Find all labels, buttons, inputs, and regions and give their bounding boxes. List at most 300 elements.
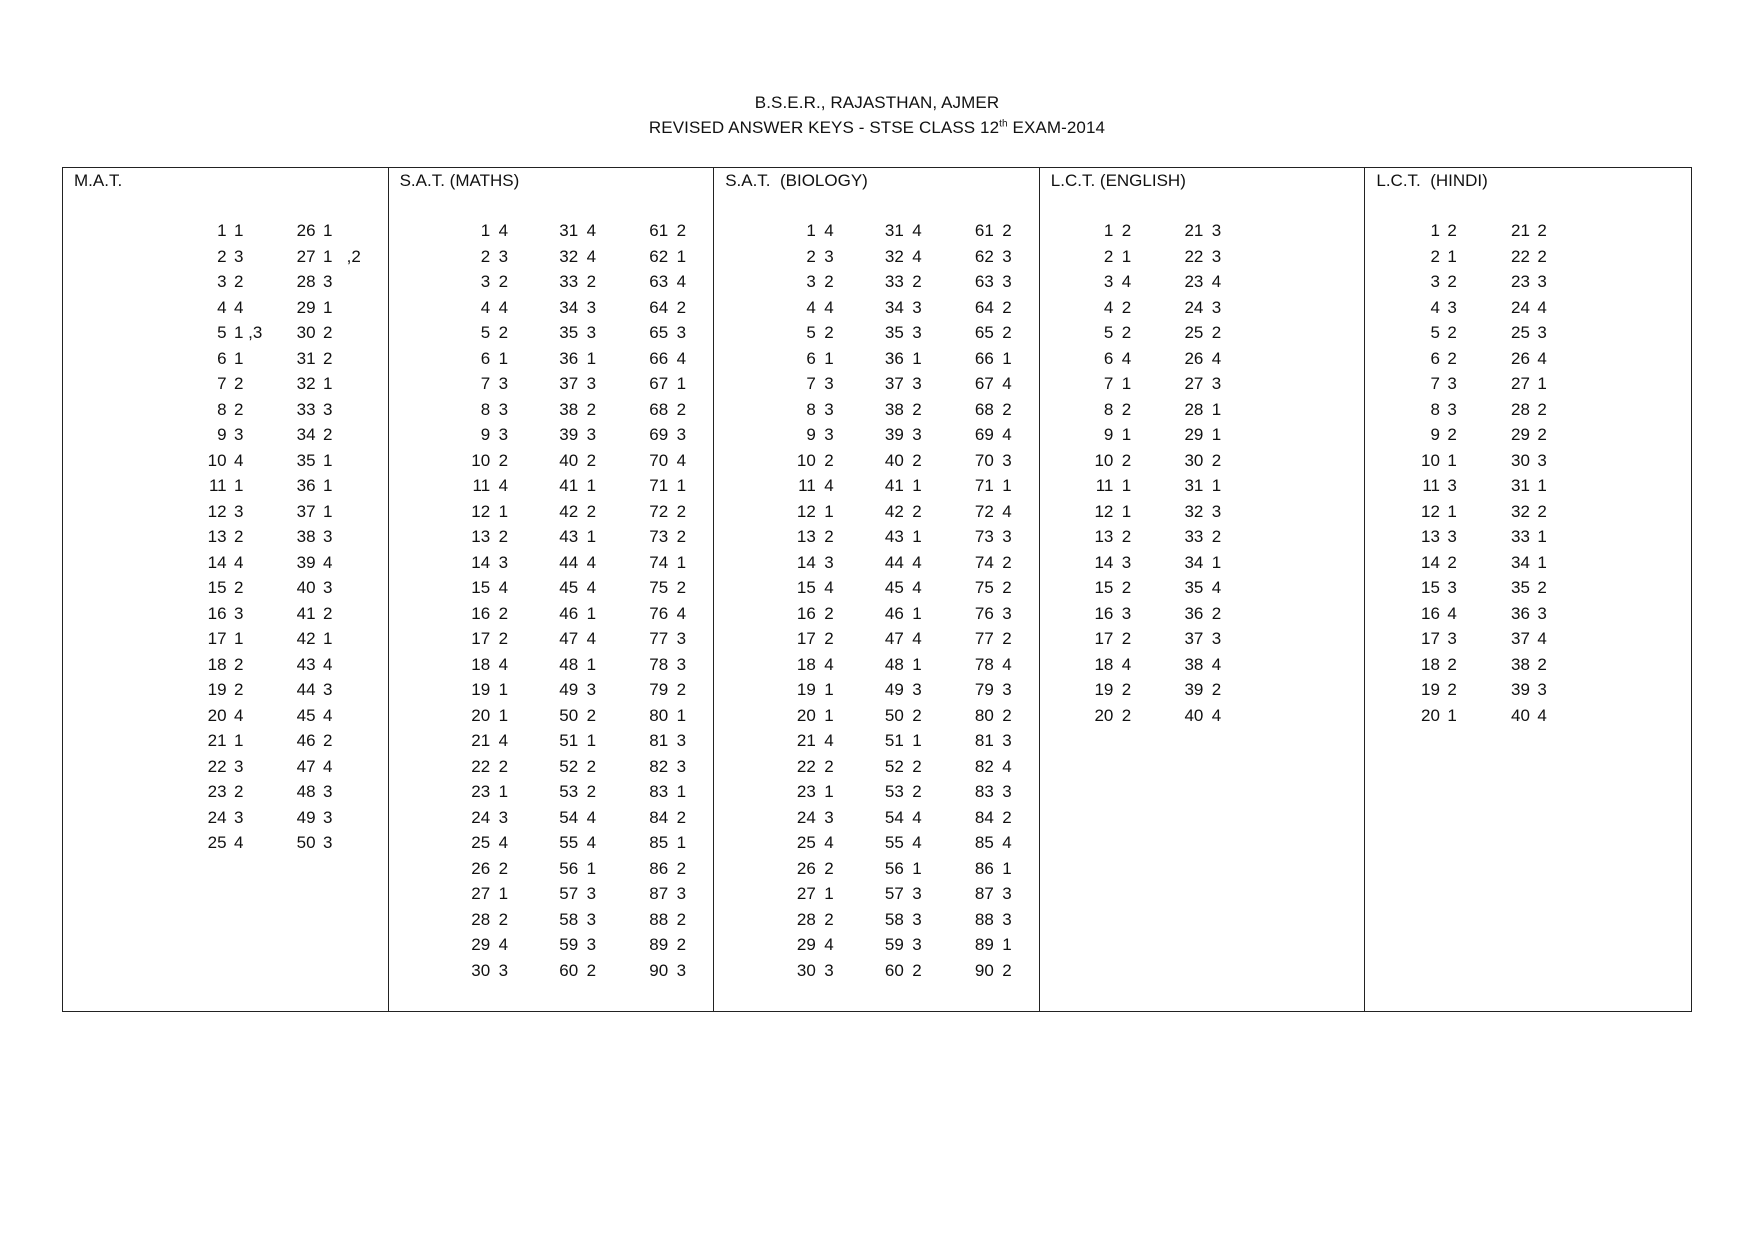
answer-option: 2 [586, 756, 597, 776]
answer-option: 3 [1211, 297, 1222, 317]
question-number: 17 [796, 629, 816, 648]
question-number: 20 [471, 705, 491, 725]
answer-option: 1 [676, 833, 687, 852]
answer-option: 3 [824, 807, 834, 827]
answer-option: 1 [1002, 935, 1012, 954]
answer-option: 3 [1447, 399, 1457, 419]
question-number: 87 [974, 884, 994, 903]
answer-option: 4 [586, 807, 597, 827]
question-number: 44 [559, 552, 579, 572]
answer-option: 2 [1002, 807, 1012, 827]
answer-option: 2 [586, 705, 597, 725]
question-number: 34 [1511, 552, 1530, 572]
answer-option: 2 [1002, 960, 1012, 980]
question-number: 9 [1430, 425, 1440, 444]
question-number: 5 [1103, 323, 1114, 342]
answer-row [1040, 371, 1365, 397]
question-number: 65 [974, 323, 994, 342]
question-number: 31 [296, 348, 316, 368]
answer-row [1365, 346, 1691, 372]
question-number: 10 [1094, 450, 1114, 470]
question-number: 42 [296, 629, 316, 648]
answer-row [1040, 703, 1365, 729]
answer-row [1365, 626, 1691, 652]
answer-option: 1 [498, 705, 509, 725]
answer-row [389, 881, 714, 907]
answer-option: 2 [586, 399, 597, 419]
answer-option: 4 [1002, 374, 1012, 393]
answer-option: 4 [1537, 705, 1547, 725]
answer-option: 2 [912, 960, 922, 980]
answer-option: 2 [1211, 527, 1222, 546]
answer-option: 1 [498, 680, 509, 699]
answer-option: 1 [676, 374, 687, 393]
question-number: 28 [296, 272, 316, 291]
question-number: 37 [1184, 629, 1204, 648]
question-number: 50 [884, 705, 904, 725]
question-number: 69 [974, 425, 994, 444]
answer-option: 3 [234, 501, 244, 521]
answer-option: 4 [1002, 756, 1012, 776]
answer-option: 4 [586, 552, 597, 572]
answer-row [714, 728, 1039, 754]
answer-option: 4 [1002, 425, 1012, 444]
answer-option: 1 [586, 731, 597, 750]
section-lct-english [1040, 168, 1366, 1011]
answer-option: 1 [1211, 552, 1222, 572]
answer-row [389, 575, 714, 601]
answer-option: 4 [1121, 654, 1132, 674]
question-number: 35 [559, 323, 579, 342]
question-number: 53 [559, 782, 579, 801]
question-number: 18 [796, 654, 816, 674]
answer-option: 1 [824, 501, 834, 521]
question-number: 85 [649, 833, 669, 852]
section-title: L.C.T. (ENGLISH) [1050, 171, 1186, 190]
question-number: 46 [296, 731, 316, 750]
question-number: 56 [884, 858, 904, 878]
question-number: 19 [796, 680, 816, 699]
question-number: 52 [884, 756, 904, 776]
question-number: 40 [559, 450, 579, 470]
question-number: 39 [1184, 680, 1204, 699]
question-number: 77 [649, 629, 669, 648]
answer-option: 2 [1121, 221, 1132, 240]
answer-option: 3 [824, 399, 834, 419]
question-number: 39 [1511, 680, 1530, 699]
answer-row [714, 779, 1039, 805]
question-number: 11 [798, 476, 816, 495]
answer-option: 2 [1121, 399, 1132, 419]
answer-option: 2 [1002, 552, 1012, 572]
answer-option: 4 [1447, 603, 1457, 623]
question-number: 9 [806, 425, 816, 444]
question-number: 86 [649, 858, 669, 878]
answer-row [1365, 652, 1691, 678]
question-number: 37 [296, 501, 316, 521]
question-number: 29 [471, 935, 491, 954]
answer-row [1365, 524, 1691, 550]
answer-option: 1 [323, 476, 333, 495]
answer-option: 3 [586, 297, 597, 317]
question-number: 7 [1103, 374, 1114, 393]
question-number: 57 [884, 884, 904, 903]
question-number: 49 [296, 807, 316, 827]
question-number: 30 [796, 960, 816, 980]
answer-row [389, 626, 714, 652]
question-number: 5 [1430, 323, 1440, 342]
question-number: 17 [1094, 629, 1114, 648]
answer-row [389, 652, 714, 678]
answer-option: 3 [1447, 527, 1457, 546]
answer-option: 4 [676, 272, 687, 291]
answer-row [389, 448, 714, 474]
answer-option: 4 [1211, 272, 1222, 291]
answer-option: 3 [323, 272, 333, 291]
answer-option: 4 [498, 578, 509, 597]
section-title: S.A.T. (MATHS) [399, 171, 520, 190]
question-number: 84 [649, 807, 669, 827]
question-number: 24 [207, 807, 227, 827]
question-number: 70 [649, 450, 669, 470]
answer-row [1365, 448, 1691, 474]
answer-option: 2 [824, 272, 834, 291]
answer-row [1365, 601, 1691, 627]
answer-columns [63, 218, 388, 1018]
answer-option: 3 [1002, 246, 1012, 266]
question-number: 79 [649, 680, 669, 699]
question-number: 37 [559, 374, 579, 393]
answer-option: 3 [1002, 272, 1012, 291]
answer-option: 3 [1002, 527, 1012, 546]
question-number: 10 [796, 450, 816, 470]
answer-option: 1 [234, 629, 244, 648]
answer-row [1040, 677, 1365, 703]
question-number: 67 [974, 374, 994, 393]
question-number: 38 [884, 399, 904, 419]
question-number: 55 [884, 833, 904, 852]
answer-row [714, 295, 1039, 321]
question-number: 30 [1184, 450, 1204, 470]
section-sat-biology [714, 168, 1040, 1011]
answer-option: 2 [824, 756, 834, 776]
answer-option: 3 [498, 374, 509, 393]
answer-row [1040, 550, 1365, 576]
answer-option: 1 [824, 884, 834, 903]
answer-option: 1 [912, 731, 922, 750]
question-number: 38 [559, 399, 579, 419]
question-number: 34 [559, 297, 579, 317]
answer-option: 3 [1121, 603, 1132, 623]
answer-row [389, 550, 714, 576]
answer-option: 1 [1447, 246, 1457, 266]
answer-option: 2 [1537, 578, 1547, 597]
answer-option: 3 [498, 960, 509, 980]
answer-option: 2 [234, 374, 244, 393]
answer-option: 4 [586, 833, 597, 852]
question-number: 23 [207, 782, 227, 801]
answer-option: 4 [912, 833, 922, 852]
answer-option: 2 [234, 399, 244, 419]
question-number: 58 [559, 909, 579, 929]
answer-option: 1 [912, 603, 922, 623]
question-number: 35 [1511, 578, 1530, 597]
answer-option: 2 [586, 501, 597, 521]
question-number: 36 [559, 348, 579, 368]
answer-option: 3 [1537, 272, 1547, 291]
question-number: 2 [1430, 246, 1440, 266]
answer-option: 2 [912, 399, 922, 419]
answer-option: 2 [824, 629, 834, 648]
question-number: 27 [471, 884, 491, 903]
question-number: 5 [480, 323, 491, 342]
answer-option: 1 [586, 858, 597, 878]
answer-option: 3 [498, 807, 509, 827]
answer-row [63, 677, 388, 703]
answer-option: 3 [586, 425, 597, 444]
answer-option: 2 [1211, 603, 1222, 623]
answer-option: 2 [1121, 527, 1132, 546]
question-number: 31 [884, 221, 904, 240]
question-number: 72 [649, 501, 669, 521]
question-number: 1 [217, 221, 227, 240]
question-number: 17 [207, 629, 227, 648]
question-number: 26 [1511, 348, 1530, 368]
question-number: 22 [1184, 246, 1204, 266]
question-number: 36 [884, 348, 904, 368]
answer-option: 3 [1211, 221, 1222, 240]
answer-option: 2 [234, 527, 244, 546]
question-number: 3 [1103, 272, 1114, 291]
answer-option: 2 [1447, 221, 1457, 240]
answer-option: 2 [912, 705, 922, 725]
question-number: 6 [1430, 348, 1440, 368]
question-number: 46 [884, 603, 904, 623]
answer-option: 1 [676, 552, 687, 572]
answer-row [63, 728, 388, 754]
question-number: 18 [207, 654, 227, 674]
question-number: 6 [217, 348, 227, 368]
question-number: 52 [559, 756, 579, 776]
answer-option: 4 [824, 935, 834, 954]
question-number: 25 [471, 833, 491, 852]
answer-option: 3 [1211, 246, 1222, 266]
answer-option: 3 [1002, 680, 1012, 699]
question-number: 54 [884, 807, 904, 827]
answer-option: 4 [824, 297, 834, 317]
answer-option: 2 [1537, 246, 1547, 266]
answer-option: 2 [912, 450, 922, 470]
answer-row [1365, 218, 1691, 244]
answer-option: 3 [824, 552, 834, 572]
answer-row [1040, 397, 1365, 423]
answer-option: 1 [234, 731, 244, 750]
question-number: 16 [471, 603, 491, 623]
answer-row [389, 269, 714, 295]
answer-row [1040, 524, 1365, 550]
answer-option: 2 [676, 858, 687, 878]
answer-row [63, 218, 388, 244]
question-number: 2 [480, 246, 491, 266]
answer-row [389, 320, 714, 346]
question-number: 12 [207, 501, 227, 521]
answer-option: 2 [1121, 629, 1132, 648]
answer-option: 4 [234, 450, 244, 470]
answer-option: 4 [676, 450, 687, 470]
answer-option: 1 [323, 374, 333, 393]
answer-row [714, 371, 1039, 397]
answer-row [63, 805, 388, 831]
question-number: 63 [649, 272, 669, 291]
answer-option: 3 [912, 297, 922, 317]
board-title: B.S.E.R., RAJASTHAN, AJMER [754, 93, 1000, 112]
question-number: 41 [296, 603, 316, 623]
answer-option: 3 [234, 756, 244, 776]
answer-option: 3 [1537, 450, 1547, 470]
answer-option: 3 [498, 425, 509, 444]
question-number: 2 [806, 246, 816, 266]
answer-row [389, 703, 714, 729]
answer-option: 4 [498, 476, 509, 495]
document-header [0, 90, 1754, 140]
answer-option: 2 [586, 450, 597, 470]
question-number: 35 [1184, 578, 1204, 597]
answer-option: 1 [1121, 476, 1132, 495]
question-number: 78 [649, 654, 669, 674]
question-number: 42 [559, 501, 579, 521]
question-number: 71 [649, 476, 669, 495]
answer-row [1040, 473, 1365, 499]
question-number: 28 [1184, 399, 1204, 419]
answer-option: 2 [1537, 221, 1547, 240]
question-number: 18 [1421, 654, 1440, 674]
question-number: 29 [1184, 425, 1204, 444]
answer-option: 1 [586, 348, 597, 368]
answer-row [1365, 422, 1691, 448]
question-number: 16 [1421, 603, 1440, 623]
subtitle-exam: EXAM-2014 [1007, 118, 1106, 137]
question-number: 33 [884, 272, 904, 291]
answer-row [1365, 703, 1691, 729]
answer-option: 1 ,2 [323, 246, 361, 266]
answer-option: 3 [676, 756, 687, 776]
answer-row [714, 856, 1039, 882]
answer-row [389, 499, 714, 525]
answer-option: 4 [1211, 348, 1222, 368]
question-number: 31 [1511, 476, 1530, 495]
section-title: L.C.T. (HINDI) [1376, 171, 1488, 190]
answer-option: 3 [1537, 603, 1547, 623]
answer-row [714, 320, 1039, 346]
answer-row [389, 524, 714, 550]
answer-option: 2 [234, 272, 244, 291]
question-number: 20 [796, 705, 816, 725]
question-number: 25 [1184, 323, 1204, 342]
question-number: 39 [884, 425, 904, 444]
answer-option: 1 ,3 [234, 323, 263, 342]
question-number: 36 [296, 476, 316, 495]
answer-row [63, 754, 388, 780]
answer-option: 1 [1002, 858, 1012, 878]
question-number: 84 [974, 807, 994, 827]
answer-row [1040, 346, 1365, 372]
question-number: 39 [559, 425, 579, 444]
answer-option: 1 [1121, 425, 1132, 444]
question-number: 60 [559, 960, 579, 980]
answer-row [714, 499, 1039, 525]
answer-option: 4 [912, 552, 922, 572]
question-number: 32 [559, 246, 579, 266]
question-number: 75 [974, 578, 994, 597]
question-number: 26 [296, 221, 316, 240]
question-number: 4 [480, 297, 491, 317]
question-number: 2 [217, 246, 227, 266]
question-number: 21 [207, 731, 227, 750]
question-number: 1 [806, 221, 816, 240]
question-number: 22 [796, 756, 816, 776]
answer-row [63, 703, 388, 729]
answer-option: 3 [1002, 782, 1012, 801]
answer-option: 2 [498, 603, 509, 623]
question-number: 53 [884, 782, 904, 801]
answer-option: 2 [586, 272, 597, 291]
question-number: 13 [471, 527, 491, 546]
answer-option: 1 [586, 476, 597, 495]
answer-option: 2 [912, 501, 922, 521]
question-number: 1 [1103, 221, 1114, 240]
question-number: 45 [296, 705, 316, 725]
answer-option: 1 [1447, 450, 1457, 470]
answer-option: 4 [1537, 348, 1547, 368]
answer-option: 1 [824, 348, 834, 368]
question-number: 48 [559, 654, 579, 674]
question-number: 33 [1511, 527, 1530, 546]
answer-option: 1 [1121, 501, 1132, 521]
answer-option: 3 [498, 246, 509, 266]
question-number: 36 [1184, 603, 1204, 623]
question-number: 26 [471, 858, 491, 878]
question-number: 45 [884, 578, 904, 597]
answer-option: 4 [323, 705, 333, 725]
answer-row [714, 652, 1039, 678]
question-number: 88 [649, 909, 669, 929]
question-number: 68 [974, 399, 994, 419]
question-number: 60 [884, 960, 904, 980]
question-number: 22 [207, 756, 227, 776]
question-number: 1 [480, 221, 491, 240]
question-number: 51 [559, 731, 579, 750]
answer-row [1040, 218, 1365, 244]
question-number: 16 [796, 603, 816, 623]
answer-row [389, 856, 714, 882]
answer-row [63, 830, 388, 856]
question-number: 61 [974, 221, 994, 240]
answer-option: 2 [1121, 323, 1132, 342]
question-number: 17 [1421, 629, 1440, 648]
answer-row [63, 346, 388, 372]
answer-option: 3 [323, 680, 333, 699]
answer-option: 3 [1002, 909, 1012, 929]
answer-option: 2 [676, 221, 687, 240]
answer-option: 2 [1211, 323, 1222, 342]
question-number: 85 [974, 833, 994, 852]
answer-option: 2 [824, 450, 834, 470]
question-number: 50 [296, 833, 316, 852]
question-number: 87 [649, 884, 669, 903]
question-number: 47 [884, 629, 904, 648]
answer-option: 2 [323, 731, 333, 750]
question-number: 63 [974, 272, 994, 291]
